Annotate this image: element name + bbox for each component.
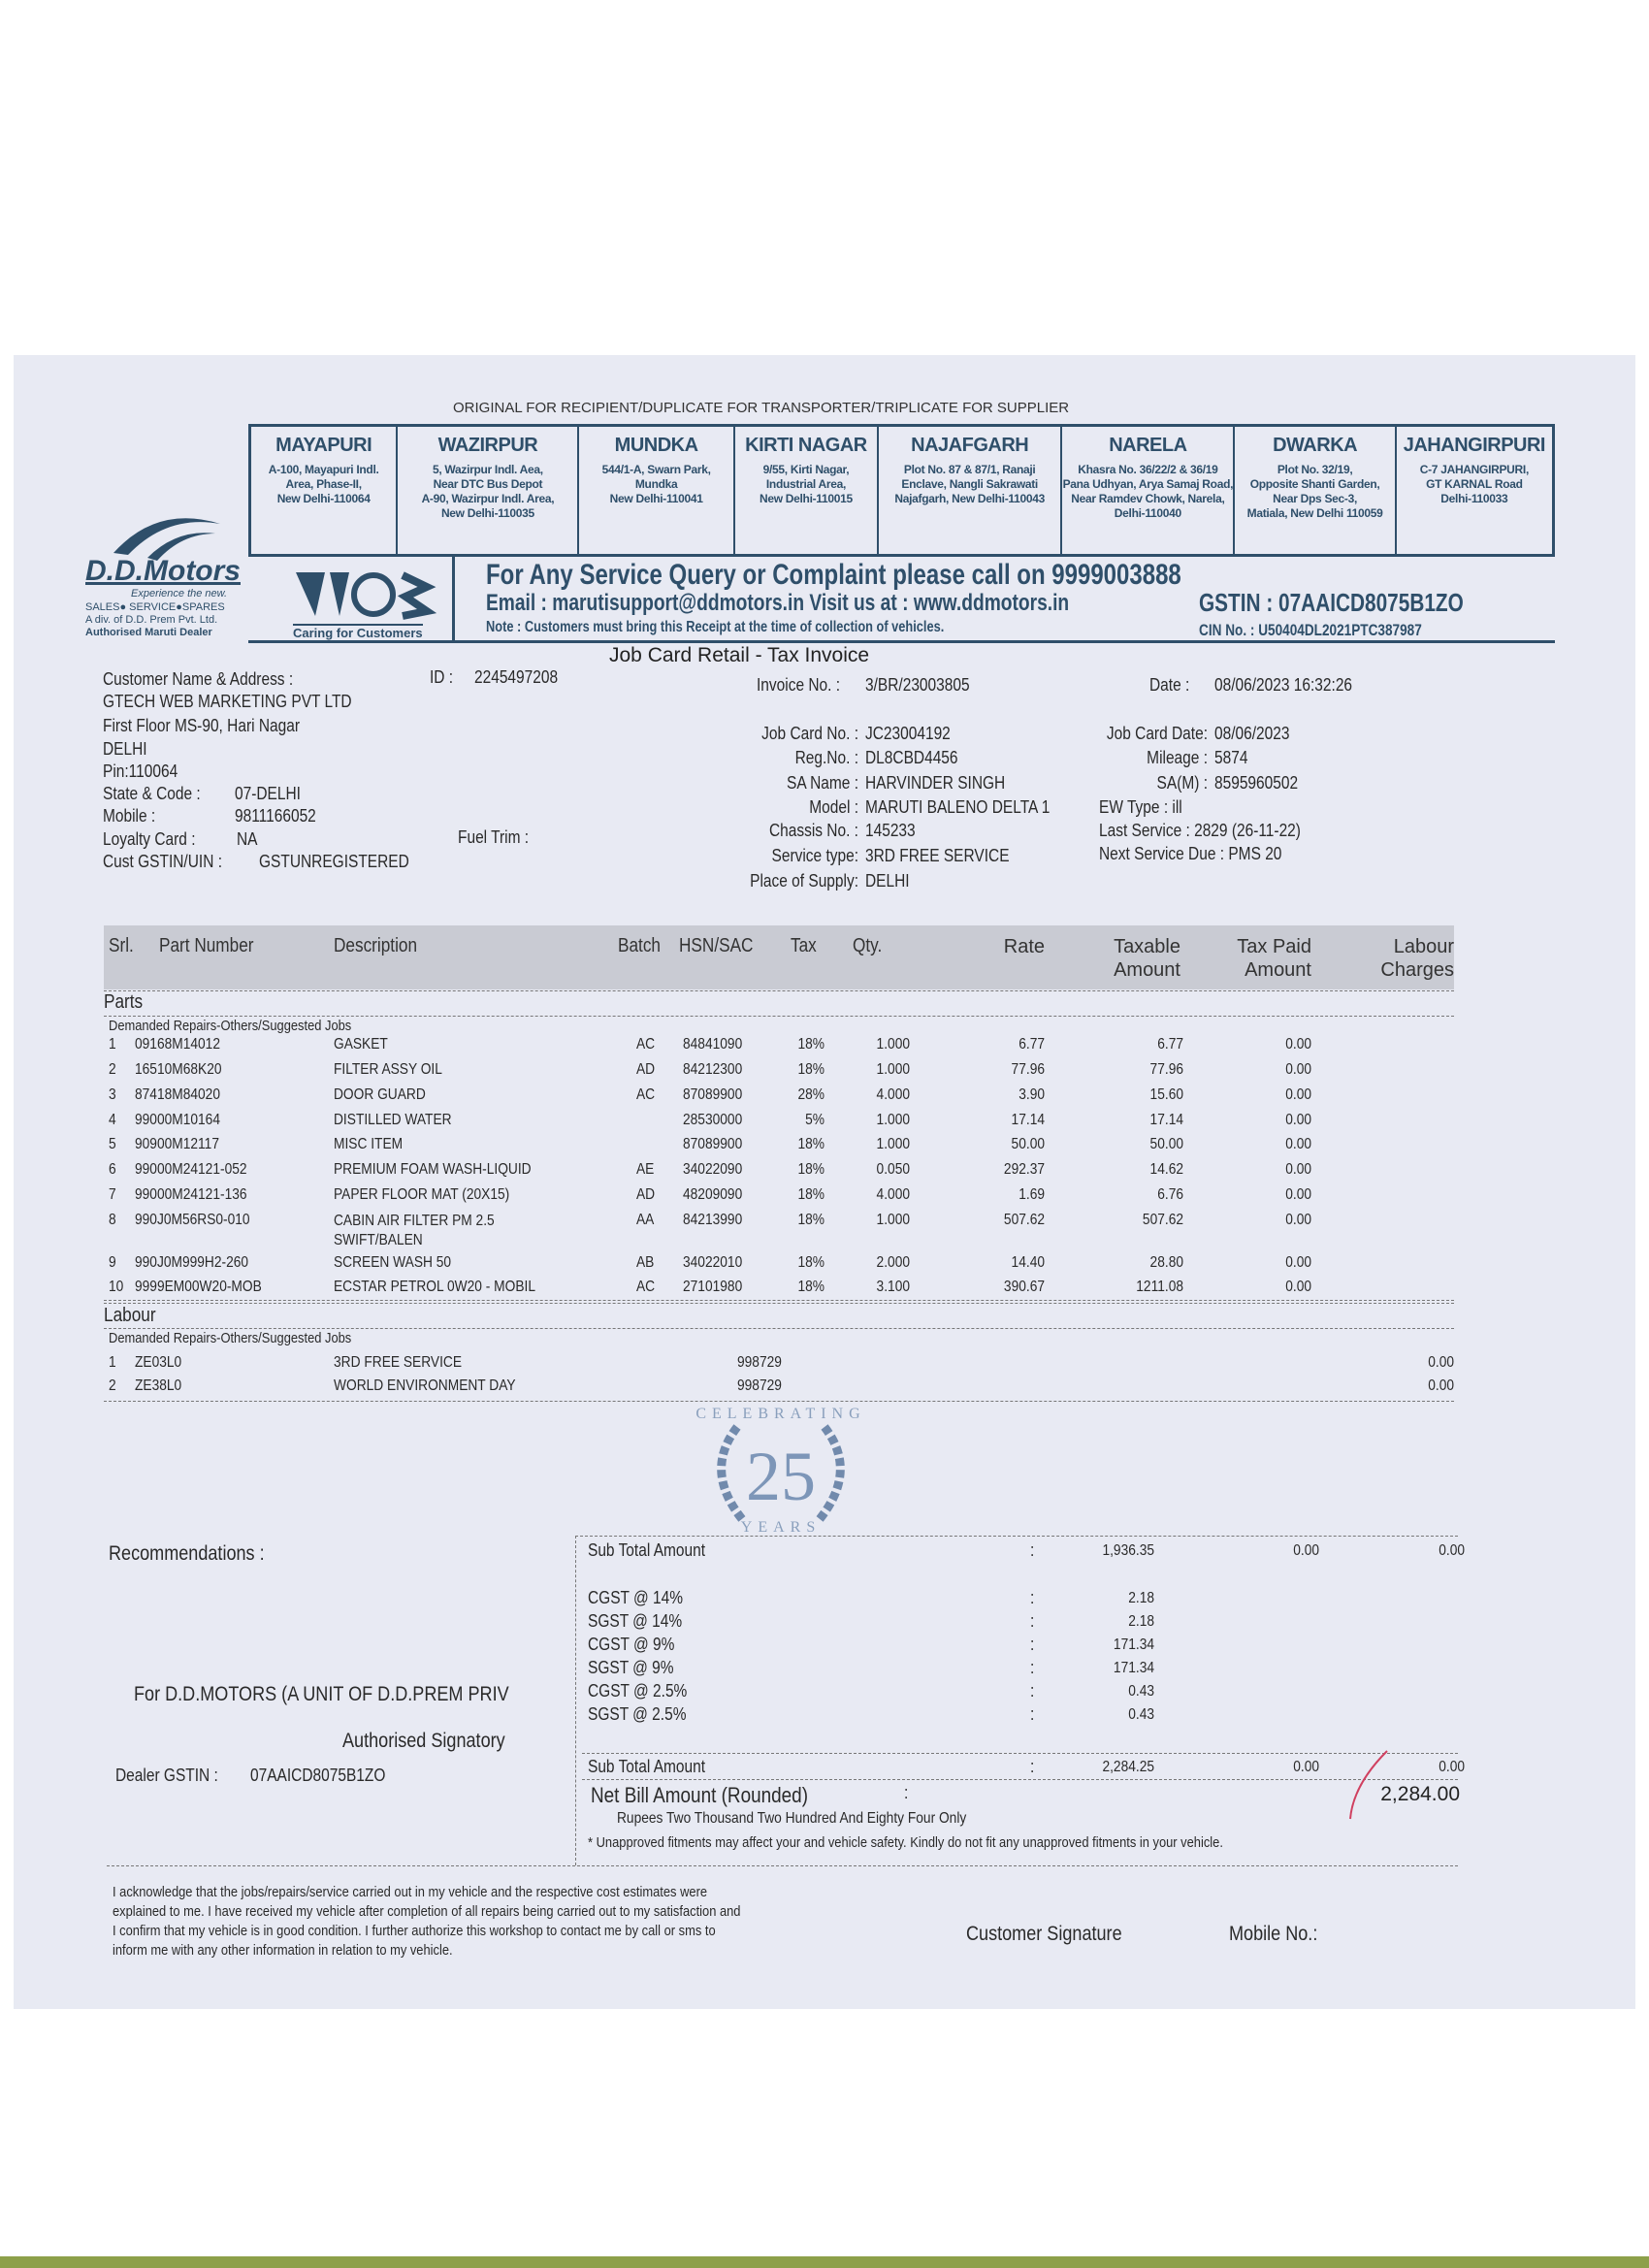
cell: 84841090 — [683, 1036, 743, 1053]
group-label: Demanded Repairs-Others/Suggested Jobs — [109, 1330, 352, 1346]
cell: AC — [636, 1086, 656, 1103]
field-label: Model : — [809, 797, 858, 817]
cell: 8 — [109, 1212, 116, 1228]
group-label: Demanded Repairs-Others/Suggested Jobs — [109, 1018, 352, 1034]
field-label: Mileage : — [1147, 748, 1208, 767]
cell: ZE38L0 — [135, 1377, 182, 1394]
cell: 28.80 — [1149, 1254, 1183, 1271]
cell: 77.96 — [1011, 1061, 1045, 1078]
loyalty-value: NA — [237, 829, 258, 849]
cell: 0.00 — [1285, 1279, 1311, 1295]
cell: 998729 — [737, 1354, 782, 1371]
cell: 7 — [109, 1186, 116, 1203]
field-value: 5874 — [1214, 748, 1248, 767]
cell: 14.40 — [1011, 1254, 1045, 1271]
cell: 18% — [797, 1186, 824, 1203]
pen-tick-mark-icon — [1339, 1746, 1397, 1824]
branch-address: 5, Wazirpur Indl. Aea, Near DTC Bus Depot A-90, Wazirpur Indl. Area, New Delhi-110035 — [421, 463, 555, 520]
cell: 6.77 — [1018, 1036, 1045, 1053]
branch-wazirpur — [398, 427, 579, 554]
cell: 77.96 — [1149, 1061, 1183, 1078]
branch-dwarka — [1235, 427, 1396, 554]
branch-address: 9/55, Kirti Nagar, Industrial Area, New Delhi-110015 — [759, 463, 853, 505]
colon: : — [1030, 1681, 1035, 1701]
cell: 99000M10164 — [135, 1112, 220, 1128]
mobile-value: 9811166052 — [235, 806, 316, 826]
branch-najafgarh — [879, 427, 1062, 554]
copy-type: ORIGINAL FOR RECIPIENT/DUPLICATE FOR TRANSPORTER/TRIPLICATE FOR SUPPLIER — [453, 400, 1070, 416]
cell: 998729 — [737, 1377, 782, 1394]
parts-section-label: Parts — [104, 991, 144, 1013]
cell: 0.00 — [1285, 1254, 1311, 1271]
ew-type: EW Type : ill — [1099, 797, 1182, 817]
divider — [104, 1303, 1454, 1304]
column-header: Tax — [791, 935, 817, 956]
cell: AB — [636, 1254, 655, 1271]
column-header: Taxable Amount — [1114, 936, 1180, 981]
cell: 507.62 — [1142, 1212, 1183, 1228]
customer-pin: Pin:110064 — [103, 761, 178, 781]
field-value: 145233 — [865, 821, 916, 840]
mobile-label: Mobile No.: — [1229, 1923, 1318, 1945]
cell: 14.62 — [1149, 1161, 1183, 1178]
cell: 9 — [109, 1254, 116, 1271]
recommendations-label: Recommendations : — [109, 1542, 265, 1565]
column-header: Srl. — [109, 935, 134, 956]
cell: 1.000 — [876, 1212, 910, 1228]
net-bill-amount: 2,284.00 — [1380, 1783, 1460, 1805]
branch-address: C-7 JAHANGIRPURI, GT KARNAL Road Delhi-110033 — [1419, 463, 1529, 505]
cell: 99000M24121-052 — [135, 1161, 247, 1178]
cell: 3.90 — [1018, 1086, 1045, 1103]
cell: 2 — [109, 1377, 116, 1394]
divider — [104, 1300, 1454, 1301]
brand-tagline: Experience the new. — [131, 588, 228, 599]
divider — [104, 990, 1454, 991]
cell: 48209090 — [683, 1186, 743, 1203]
branch-jahangirpuri — [1397, 427, 1552, 554]
swoosh-logo-icon — [109, 504, 225, 563]
cell: 0.00 — [1285, 1112, 1311, 1128]
cell: PREMIUM FOAM WASH-LIQUID — [334, 1161, 532, 1178]
cell: 18% — [797, 1136, 824, 1152]
cell: 34022010 — [683, 1254, 743, 1271]
dealer-gstin-label: Dealer GSTIN : — [115, 1766, 218, 1785]
cell: 0.00 — [1285, 1086, 1311, 1103]
cell: 0.00 — [1285, 1212, 1311, 1228]
tax-label: SGST @ 14% — [588, 1611, 683, 1631]
field-label: SA(M) : — [1156, 773, 1208, 793]
cell: 2.000 — [876, 1254, 910, 1271]
seal-number: 25 — [746, 1438, 816, 1515]
tax-label: CGST @ 14% — [588, 1588, 684, 1607]
cell: 1.000 — [876, 1136, 910, 1152]
state-label: State & Code : — [103, 784, 201, 803]
seal-bottom-text: YEARS — [740, 1519, 822, 1535]
colon: : — [1030, 1540, 1035, 1560]
brand-line: Authorised Maruti Dealer — [85, 627, 212, 638]
anniversary-seal — [635, 1403, 926, 1535]
cell: DOOR GUARD — [334, 1086, 426, 1103]
fuel-trim-label: Fuel Trim : — [458, 827, 530, 847]
branch-name: NARELA — [1109, 435, 1187, 456]
field-value: DL8CBD4456 — [865, 748, 958, 767]
cell: 28530000 — [683, 1112, 743, 1128]
cell: 90900M12117 — [135, 1136, 219, 1152]
cell: 4.000 — [876, 1186, 910, 1203]
cust-gstin-value: GSTUNREGISTERED — [259, 852, 409, 871]
company-gstin: GSTIN : 07AAICD8075B1ZO — [1199, 588, 1464, 617]
field-value: DELHI — [865, 871, 910, 891]
customer-id: 2245497208 — [474, 667, 559, 687]
company-cin: CIN No. : U50404DL2021PTC387987 — [1199, 621, 1422, 639]
tax-label: SGST @ 9% — [588, 1658, 674, 1677]
id-label: ID : — [430, 667, 454, 687]
cell: 1.000 — [876, 1061, 910, 1078]
net-bill-label: Net Bill Amount (Rounded) — [591, 1783, 809, 1807]
amount-in-words: Rupees Two Thousand Two Hundred And Eighty Four Only — [617, 1810, 967, 1827]
tax-value: 0.43 — [1128, 1706, 1154, 1723]
cell: 390.67 — [1003, 1279, 1045, 1295]
loyalty-label: Loyalty Card : — [103, 829, 196, 849]
cell: 16510M68K20 — [135, 1061, 222, 1078]
cell: 5% — [805, 1112, 824, 1128]
colon: : — [1030, 1658, 1035, 1677]
field-value: MARUTI BALENO DELTA 1 — [865, 797, 1051, 817]
field-value: 08/06/2023 — [1214, 724, 1290, 743]
cell: 18% — [797, 1161, 824, 1178]
field-value: JC23004192 — [865, 724, 951, 743]
table-header — [104, 925, 1454, 989]
subtotal2-taxpaid: 0.00 — [1293, 1759, 1319, 1775]
mcs-caption: Caring for Customers — [293, 626, 423, 640]
cell: 292.37 — [1003, 1161, 1045, 1178]
colon: : — [1030, 1635, 1035, 1654]
column-header: Part Number — [159, 935, 254, 956]
cell: 2 — [109, 1061, 116, 1078]
cell: 4.000 — [876, 1086, 910, 1103]
cell: 990J0M999H2-260 — [135, 1254, 249, 1271]
colon: : — [1030, 1704, 1035, 1724]
branch-narela — [1062, 427, 1235, 554]
customer-name: GTECH WEB MARKETING PVT LTD — [103, 692, 352, 711]
cell: AD — [636, 1186, 656, 1203]
customer-address: First Floor MS-90, Hari Nagar — [103, 716, 301, 735]
column-header: Qty. — [853, 935, 883, 956]
cell: 0.00 — [1428, 1377, 1454, 1394]
field-label: Chassis No. : — [768, 821, 858, 840]
colon: : — [1030, 1611, 1035, 1631]
brand-name: D.D.Motors — [85, 555, 241, 587]
cell: GASKET — [334, 1036, 388, 1053]
cell: 3 — [109, 1086, 116, 1103]
cell: PAPER FLOOR MAT (20X15) — [334, 1186, 510, 1203]
cell: AC — [636, 1279, 656, 1295]
cell: SCREEN WASH 50 — [334, 1254, 452, 1271]
fitment-warning: * Unapproved fitments may affect your and vehicle safety. Kindly do not fit any unapproved fitments in your vehicle. — [588, 1834, 1223, 1851]
cell: 10 — [109, 1279, 124, 1295]
date-label: Date : — [1149, 675, 1190, 695]
branch-address: Plot No. 32/19, Opposite Shanti Garden, Near Dps Sec-3, Matiala, New Delhi 110059 — [1246, 463, 1383, 520]
cell: 990J0M56RS0-010 — [135, 1212, 250, 1228]
branch-name: WAZIRPUR — [437, 435, 538, 456]
cell: FILTER ASSY OIL — [334, 1061, 442, 1078]
cell: AE — [636, 1161, 655, 1178]
invoice-date: 08/06/2023 16:32:26 — [1214, 675, 1353, 695]
cell: 1.000 — [876, 1036, 910, 1053]
tax-value: 2.18 — [1128, 1590, 1154, 1606]
branch-address: 544/1-A, Swarn Park, Mundka New Delhi-110041 — [601, 463, 711, 505]
cell: 1211.08 — [1136, 1279, 1183, 1295]
cell: 6.77 — [1157, 1036, 1183, 1053]
for-company: For D.D.MOTORS (A UNIT OF D.D.PREM PRIV — [134, 1683, 509, 1705]
cell: 50.00 — [1149, 1136, 1183, 1152]
cell: 0.050 — [876, 1161, 910, 1178]
cell: 87089900 — [683, 1136, 743, 1152]
branch-address: Khasra No. 36/22/2 & 36/19 Pana Udhyan, Arya Samaj Road, Near Ramdev Chowk, Narela, Delhi-110040 — [1062, 463, 1234, 520]
branch-name: NAJAFGARH — [911, 435, 1029, 456]
last-service: Last Service : 2829 (26-11-22) — [1099, 821, 1301, 840]
cell: 9999EM00W20-MOB — [135, 1279, 262, 1295]
scan-edge — [0, 2256, 1649, 2268]
subtotal-taxpaid: 0.00 — [1293, 1542, 1319, 1559]
cell: AA — [636, 1212, 655, 1228]
email-website-line: Email : marutisupport@ddmotors.in Visit us at : www.ddmotors.in — [486, 590, 1070, 616]
subtotal-label: Sub Total Amount — [588, 1540, 706, 1560]
cust-gstin-label: Cust GSTIN/UIN : — [103, 852, 222, 871]
cell: 0.00 — [1428, 1354, 1454, 1371]
cell: 18% — [797, 1212, 824, 1228]
subtotal2-value: 2,284.25 — [1102, 1759, 1154, 1775]
cell: 1.69 — [1018, 1186, 1045, 1203]
tax-value: 0.43 — [1128, 1683, 1154, 1700]
labour-section-label: Labour — [104, 1305, 156, 1326]
dealer-gstin: 07AAICD8075B1ZO — [250, 1766, 386, 1785]
branch-mayapuri — [251, 427, 398, 554]
column-header: HSN/SAC — [679, 935, 754, 956]
mobile-label: Mobile : — [103, 806, 156, 826]
brand-line: SALES● SERVICE●SPARES — [85, 601, 225, 613]
divider — [104, 1328, 1454, 1329]
brand-line: A div. of D.D. Prem Pvt. Ltd. — [85, 614, 218, 626]
branch-name: MAYAPURI — [275, 435, 372, 456]
cell: 6 — [109, 1161, 116, 1178]
subtotal-value: 1,936.35 — [1102, 1542, 1154, 1559]
cell: DISTILLED WATER — [334, 1112, 452, 1128]
authorised-signatory: Authorised Signatory — [342, 1730, 505, 1752]
branch-name: MUNDKA — [614, 435, 698, 456]
cell: 0.00 — [1285, 1186, 1311, 1203]
cell: 18% — [797, 1036, 824, 1053]
document-title: Job Card Retail - Tax Invoice — [609, 644, 870, 666]
cell: 1.000 — [876, 1112, 910, 1128]
cell: 34022090 — [683, 1161, 743, 1178]
branch-name: KIRTI NAGAR — [745, 435, 867, 456]
cell: 4 — [109, 1112, 116, 1128]
ack-line: I confirm that my vehicle is in good condition. I further authorize this workshop to contact me by call or sms to — [113, 1923, 716, 1939]
branch-mundka — [579, 427, 734, 554]
tax-label: CGST @ 9% — [588, 1635, 675, 1654]
subtotal2-label: Sub Total Amount — [588, 1757, 706, 1776]
cell: 18% — [797, 1254, 824, 1271]
column-header: Batch — [618, 935, 661, 956]
ack-line: I acknowledge that the jobs/repairs/service carried out in my vehicle and the respective cost estimates were — [113, 1884, 708, 1900]
customer-label: Customer Name & Address : — [103, 669, 294, 689]
cell: 87418M84020 — [135, 1086, 220, 1103]
subtotal-labour: 0.00 — [1439, 1542, 1465, 1559]
cell: 09168M14012 — [135, 1036, 220, 1053]
cell: 18% — [797, 1061, 824, 1078]
cell: 17.14 — [1011, 1112, 1045, 1128]
cell: 6.76 — [1157, 1186, 1183, 1203]
contact-header — [248, 557, 1555, 643]
customer-signature-label: Customer Signature — [966, 1923, 1122, 1945]
cell: 3.100 — [876, 1279, 910, 1295]
cell: 84213990 — [683, 1212, 743, 1228]
field-label: SA Name : — [786, 773, 858, 793]
column-header: Tax Paid Amount — [1237, 936, 1311, 981]
cell: 507.62 — [1003, 1212, 1045, 1228]
collection-note: Note : Customers must bring this Receipt at the time of collection of vehicles. — [486, 619, 945, 635]
column-header: Labour Charges — [1380, 936, 1454, 981]
branch-kirti-nagar — [735, 427, 879, 554]
next-service: Next Service Due : PMS 20 — [1099, 844, 1282, 863]
ack-line: explained to me. I have received my vehicle after completion of all repairs being carried out to my satisfaction and — [113, 1903, 741, 1920]
column-header: Rate — [1003, 936, 1045, 957]
colon: : — [904, 1783, 909, 1802]
field-value: 8595960502 — [1214, 773, 1299, 793]
branch-address: A-100, Mayapuri Indl. Area, Phase-II, New Delhi-110064 — [268, 463, 379, 505]
field-label: Job Card Date: — [1106, 724, 1208, 743]
field-label: Service type: — [771, 846, 858, 865]
cell: 87089900 — [683, 1086, 743, 1103]
cell: 18% — [797, 1279, 824, 1295]
column-header: Description — [334, 935, 418, 956]
state-value: 07-DELHI — [235, 784, 301, 803]
cell: 99000M24121-136 — [135, 1186, 247, 1203]
cell: 1 — [109, 1354, 116, 1371]
cell: CABIN AIR FILTER PM 2.5 SWIFT/BALEN — [334, 1213, 495, 1248]
colon: : — [1030, 1588, 1035, 1607]
cell: AC — [636, 1036, 656, 1053]
invoice-no: 3/BR/23003805 — [865, 675, 970, 695]
cell: 28% — [797, 1086, 824, 1103]
ack-line: inform me with any other information in relation to my vehicle. — [113, 1942, 453, 1959]
branch-addresses — [248, 424, 1555, 557]
cell: 17.14 — [1149, 1112, 1183, 1128]
cell: WORLD ENVIRONMENT DAY — [334, 1377, 516, 1394]
colon: : — [1030, 1757, 1035, 1776]
divider — [104, 1401, 1454, 1402]
cell: 0.00 — [1285, 1161, 1311, 1178]
branch-name: DWARKA — [1273, 435, 1358, 456]
field-label: Job Card No. : — [761, 724, 858, 743]
field-label: Place of Supply: — [750, 871, 858, 891]
tax-value: 171.34 — [1113, 1660, 1154, 1676]
cell: ZE03L0 — [135, 1354, 182, 1371]
cell: MISC ITEM — [334, 1136, 404, 1152]
cell: ECSTAR PETROL 0W20 - MOBIL — [334, 1279, 535, 1295]
seal-top-text: CELEBRATING — [695, 1406, 866, 1422]
cell: 1 — [109, 1036, 116, 1053]
tax-label: CGST @ 2.5% — [588, 1681, 688, 1701]
field-label: Reg.No. : — [794, 748, 858, 767]
tax-value: 171.34 — [1113, 1636, 1154, 1653]
cell: 84212300 — [683, 1061, 743, 1078]
branch-address: Plot No. 87 & 87/1, Ranaji Enclave, Nangli Sakrawati Najafgarh, New Delhi-110043 — [894, 463, 1045, 505]
customer-city: DELHI — [103, 739, 147, 759]
cell: 0.00 — [1285, 1136, 1311, 1152]
tax-value: 2.18 — [1128, 1613, 1154, 1630]
cell: 0.00 — [1285, 1036, 1311, 1053]
cell: 15.60 — [1149, 1086, 1183, 1103]
cell: AD — [636, 1061, 656, 1078]
cell: 50.00 — [1011, 1136, 1045, 1152]
cell: 5 — [109, 1136, 116, 1152]
field-value: 3RD FREE SERVICE — [865, 846, 1010, 865]
tax-label: SGST @ 2.5% — [588, 1704, 687, 1724]
branch-name: JAHANGIRPURI — [1403, 435, 1545, 456]
invoice-no-label: Invoice No. : — [757, 675, 841, 695]
subtotal2-labour: 0.00 — [1439, 1759, 1465, 1775]
field-value: HARVINDER SINGH — [865, 773, 1006, 793]
cell: 27101980 — [683, 1279, 743, 1295]
cell: 3RD FREE SERVICE — [334, 1354, 463, 1371]
service-query-line: For Any Service Query or Complaint please call on 9999003888 — [486, 559, 1181, 591]
cell: 0.00 — [1285, 1061, 1311, 1078]
divider — [104, 1016, 1454, 1017]
